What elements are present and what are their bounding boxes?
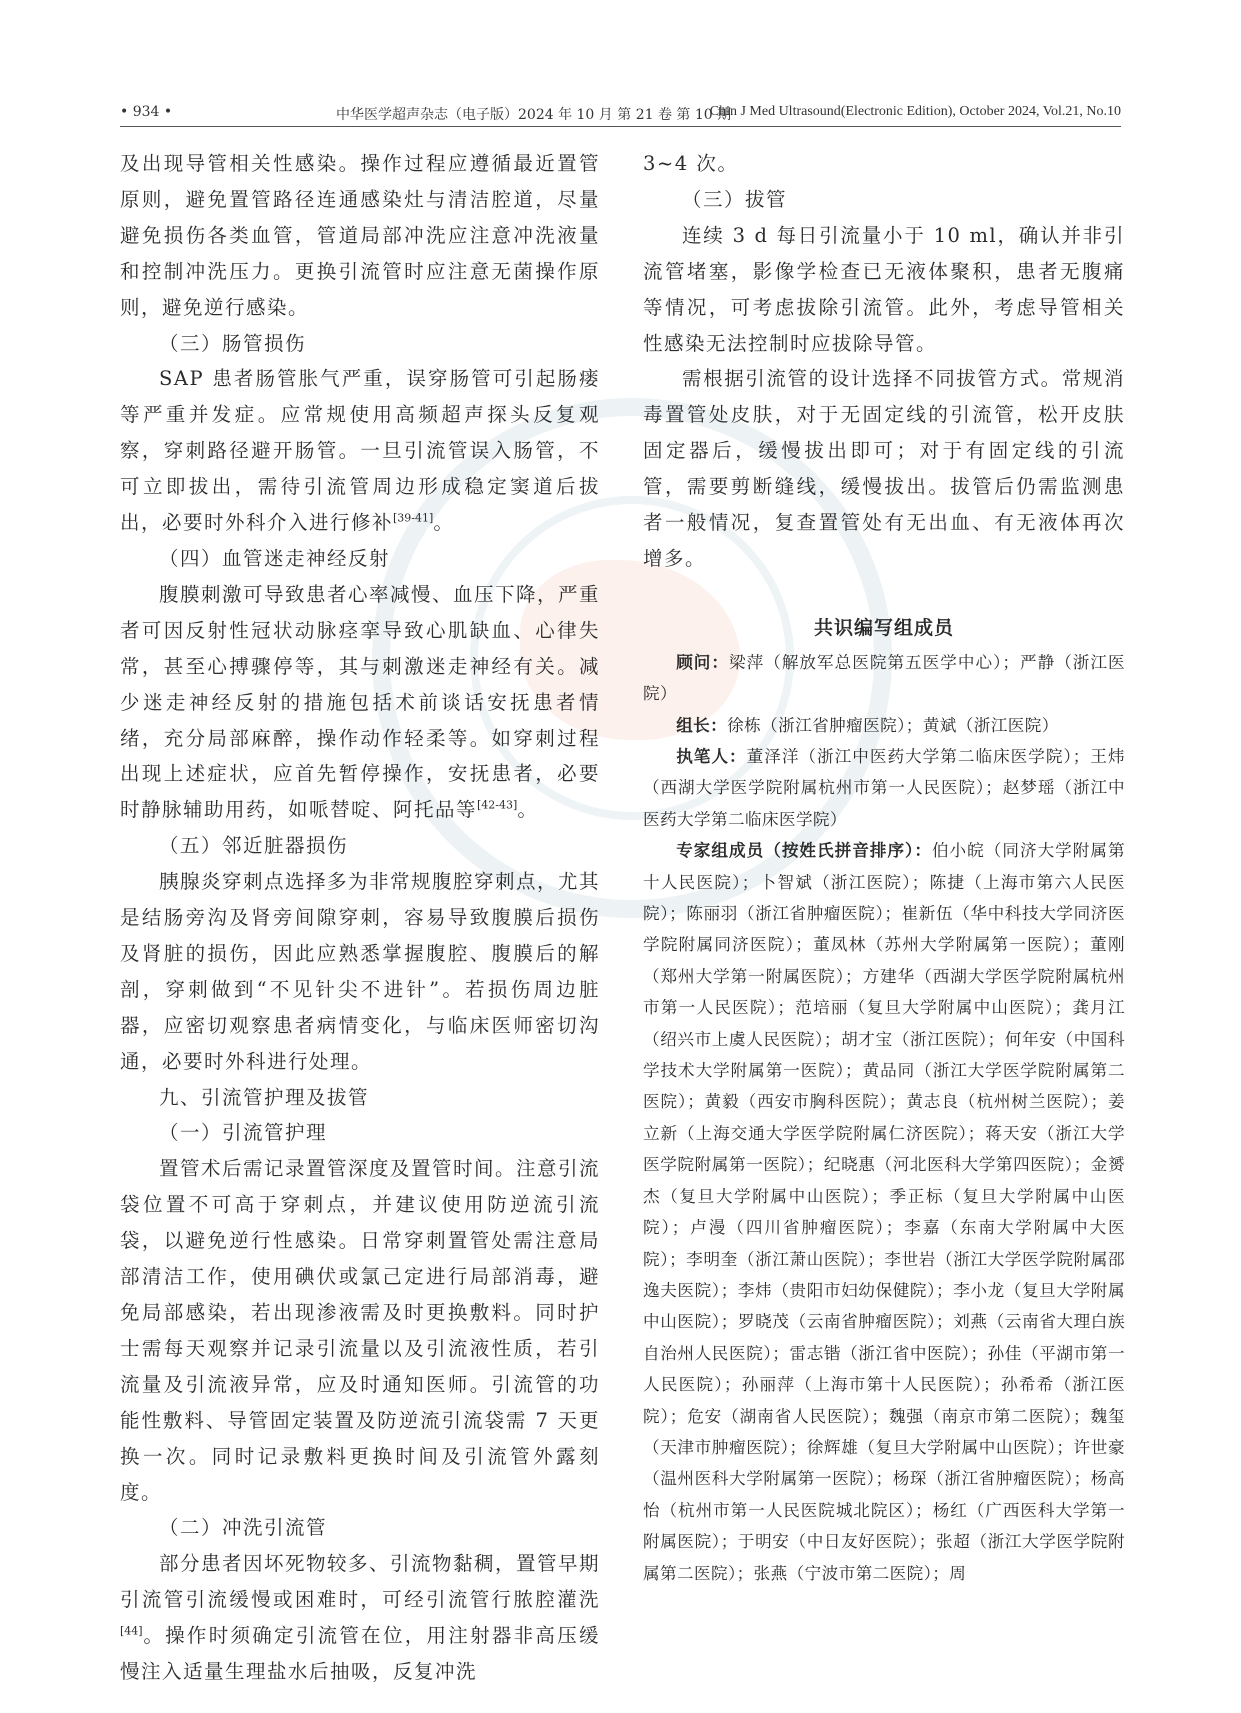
journal-title-en: Chin J Med Ultrasound(Electronic Edition), October 2024, Vol.21, No.10 [709, 104, 1121, 119]
advisor-label: 顾问： [676, 652, 730, 672]
paragraph-flush-tube [120, 1546, 600, 1690]
left-column [120, 146, 600, 1690]
paragraph-text: 。 [433, 511, 455, 535]
writer-names: 董泽洋（浙江中医药大学第二临床医学院）；王炜（西湖大学医学院附属杭州市第一人民医院）；赵梦瑶（浙江中医药大学第二临床医学院） [643, 747, 1125, 829]
members-list [643, 647, 1125, 1589]
advisors [643, 647, 1125, 710]
writer-label: 执笔人： [676, 747, 747, 766]
page-number: • 934 • [120, 104, 173, 120]
heading-flush-tube: （二）冲洗引流管 [159, 1516, 328, 1540]
expert-members [643, 835, 1125, 1589]
paragraph-text: 腹膜刺激可导致患者心率减慢、血压下降，严重者可因反射性冠状动脉痉挛导致心肌缺血、心律失常，甚至心搏骤停等，其与刺激迷走神经有关。减少迷走神经反射的措施包括术前谈话安抚患者情绪，充分局部麻醉，操作动作轻柔等。如穿刺过程出现上述症状，应首先暂停操作，安抚患者，必要时静脉辅助用药，如哌替啶、阿托品等 [120, 582, 601, 822]
paragraph-removal-method: 需根据引流管的设计选择不同拔管方式。常规消毒置管处皮肤，对于无固定线的引流管，松开皮肤固定器后，缓慢拔出即可；对于有固定线的引流管，需要剪断缝线，缓慢拔出。拔管后仍需监测患者一般情况，复查置管处有无出血、有无液体再次增多。 [643, 367, 1125, 570]
paragraph-bowel-injury [120, 361, 600, 541]
heading-tube-removal: （三）拔管 [682, 187, 788, 211]
paragraph-removal-criteria: 连续 3 d 每日引流量小于 10 ml，确认并非引流管堵塞，影像学检查已无液体聚积，患者无腹痛等情况，可考虑拔除引流管。此外，考虑导管相关性感染无法控制时应拔除导管。 [643, 223, 1125, 355]
section-title-members: 共识编写组成员 [813, 616, 954, 639]
right-column [643, 146, 1125, 1589]
paragraph-text: 部分患者因坏死物较多、引流物黏稠，置管早期引流管引流缓慢或困难时，可经引流管行脓腔灌洗 [120, 1552, 601, 1612]
expert-names: 伯小皖（同济大学附属第十人民医院）；卜智斌（浙江医院）；陈捷（上海市第六人民医院）；陈丽羽（浙江省肿瘤医院）；崔新伍（华中科技大学同济医学院附属同济医院）；董凤林（苏州大学附属第一医院）；董刚（郑州大学第一附属医院）；方建华（西湖大学医学院附属杭州市第一人民医院）；范培丽（复旦大学附属中山医院）；龚月江（绍兴市上虞人民医院）；胡才宝（浙江医院）；何年安（中国科学技术大学附属第一医院）；黄品同（浙江大学医学院附属第二医院）；黄毅（西安市胸科医院）；黄志良（杭州树兰医院）；姜立新（上海交通大学医学院附属仁济医院）；蒋天安（浙江大学医学院附属第一医院）；纪晓惠（河北医科大学第四医院）；金赟杰（复旦大学附属中山医院）；季正标（复旦大学附属中山医院）；卢漫（四川省肿瘤医院）；李嘉（东南大学附属中大医院）；李明奎（浙江萧山医院）；李世岩（浙江大学医学院附属邵逸夫医院）；李炜（贵阳市妇幼保健院）；李小龙（复旦大学附属中山医院）；罗晓茂（云南省肿瘤医院）；刘燕（云南省大理白族自治州人民医院）；雷志锴（浙江省中医院）；孙佳（平湖市第一人民医院）；孙丽萍（上海市第十人民医院）；孙希希（浙江医院）；危安（湖南省人民医院）；魏强（南京市第二医院）；魏玺（天津市肿瘤医院）；徐辉雄（复旦大学附属中山医院）；许世豪（温州医科大学附属第一医院）；杨琛（浙江省肿瘤医院）；杨高怡（杭州市第一人民医院城北院区）；杨红（广西医科大学第一附属医院）；于明安（中日友好医院）；张超（浙江大学医学院附属第二医院）；张燕（宁波市第二医院）；周 [643, 841, 1125, 1583]
group-leaders [643, 710, 1125, 741]
citation-ref: [39-41] [393, 511, 434, 525]
journal-title-cn: 中华医学超声杂志（电子版）2024 年 10 月 第 21 卷 第 10 期 [336, 107, 732, 123]
paragraph-text: 。操作时须确定引流管在位，用注射器非高压缓慢注入适量生理盐水后抽吸，反复冲洗 [120, 1624, 600, 1684]
paragraph-text: 。 [517, 798, 539, 822]
paragraph-organ-injury: 胰腺炎穿刺点选择多为非常规腹腔穿刺点，尤其是结肠旁沟及肾旁间隙穿刺，容易导致腹膜后损伤及肾脏的损伤，因此应熟悉掌握腹腔、腹膜后的解剖，穿刺做到“不见针尖不进针”。若损伤周边脏器，应密切观察患者病情变化，与临床医师密切沟通，必要时外科进行处理。 [120, 870, 601, 1073]
paragraph-flush-cont: 3~4 次。 [643, 152, 739, 175]
paragraph-text: SAP 患者肠管胀气严重，误穿肠管可引起肠瘘等严重并发症。应常规使用高频超声探头反复观察，穿刺路径避开肠管。一旦引流管误入肠管，不可立即拔出，需待引流管周边形成稳定窦道后拔出，必要时外科介入进行修补 [120, 367, 600, 535]
leader-label: 组长： [676, 715, 728, 735]
paragraph-infection-cont: 及出现导管相关性感染。操作过程应遵循最近置管原则，避免置管路径连通感染灶与清洁腔道，尽量避免损伤各类血管，管道局部冲洗应注意冲洗液量和控制冲洗压力。更换引流管时应注意无菌操作原则，避免逆行感染。 [120, 152, 600, 319]
heading-section-nine: 九、引流管护理及拔管 [159, 1085, 370, 1109]
writers [643, 741, 1125, 835]
paragraph-vagal-reflex [120, 577, 600, 828]
leader-names: 徐栋（浙江省肿瘤医院）；黄斌（浙江医院） [727, 715, 1059, 735]
citation-ref: [42-43] [477, 798, 518, 812]
heading-bowel-injury: （三）肠管损伤 [159, 331, 307, 355]
heading-organ-injury: （五）邻近脏器损伤 [159, 834, 349, 858]
citation-ref: [44] [120, 1624, 143, 1638]
heading-vagal-reflex: （四）血管迷走神经反射 [159, 546, 391, 570]
heading-tube-care: （一）引流管护理 [159, 1121, 328, 1145]
experts-label: 专家组成员（按姓氏拼音排序）： [676, 841, 932, 861]
advisor-names: 梁萍（解放军总医院第五医学中心）；严静（浙江医院） [643, 652, 1126, 704]
running-header [120, 100, 1121, 127]
paragraph-tube-care: 置管术后需记录置管深度及置管时间。注意引流袋位置不可高于穿刺点，并建议使用防逆流引流袋，以避免逆行性感染。日常穿刺置管处需注意局部清洁工作，使用碘伏或氯己定进行局部消毒，避免局部感染，若出现渗液需及时更换敷料。同时护士需每天观察并记录引流量以及引流液性质，若引流量及引流液异常，应及时通知医师。引流管的功能性敷料、导管固定装置及防逆流引流袋需 7 天更换一次。同时记录敷料更换时间及引流管外露刻度。 [120, 1157, 601, 1504]
